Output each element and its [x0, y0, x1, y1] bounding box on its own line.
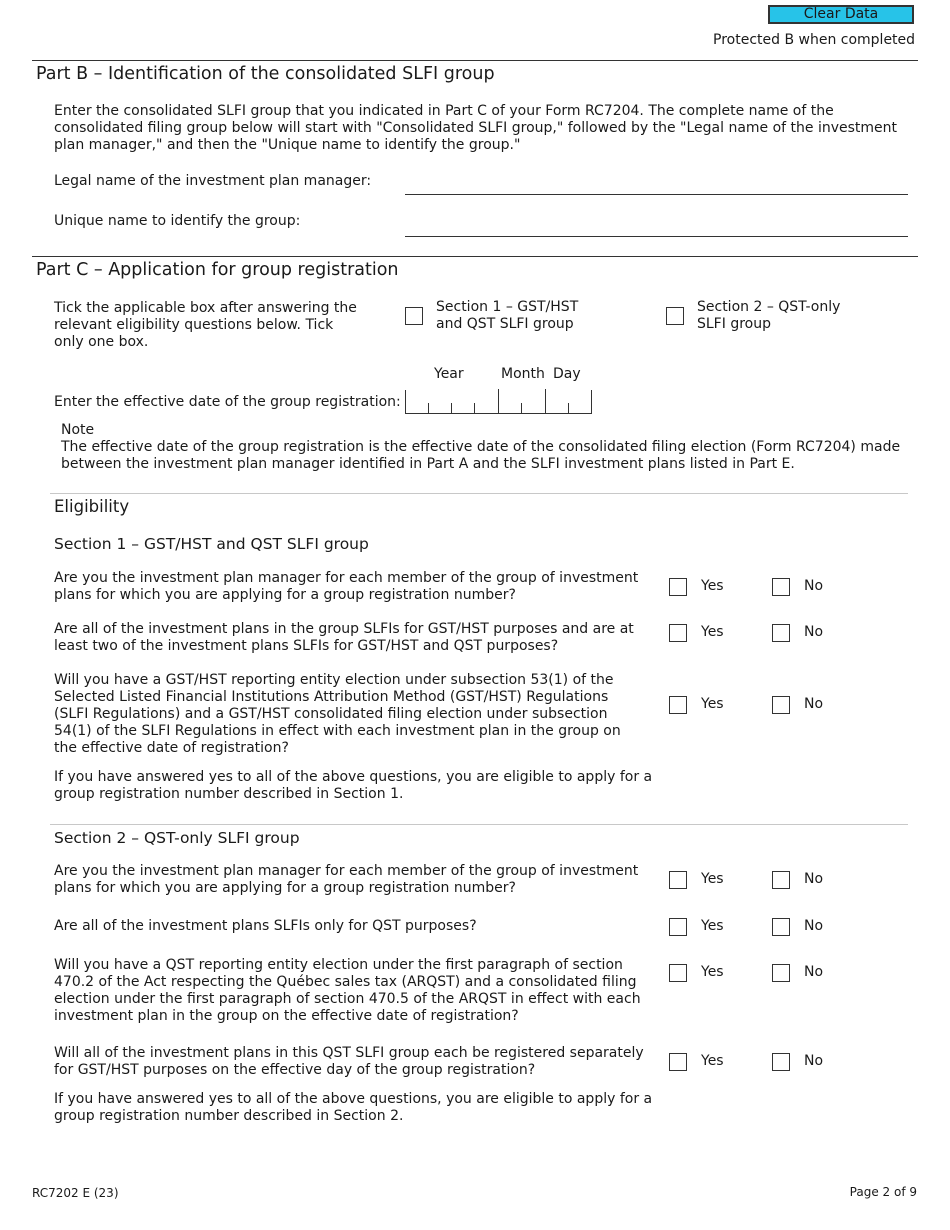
section1-group-checkbox[interactable] [405, 307, 423, 325]
no-label: No [804, 918, 824, 934]
date-year-label: Year [434, 366, 464, 382]
legal-name-underline [405, 194, 908, 195]
s2-question-3: Will you have a QST reporting entity election under the first paragraph of section 470.2 of the Act respecting the Québec sales tax (ARQST) and a consolidated filing election under the first paragraph of section 470.5 of the ARQST in effect with each investment plan in the group on the effective date of registration? [54, 957, 641, 1024]
legal-name-field[interactable] [405, 172, 908, 194]
unique-name-underline [405, 236, 908, 237]
no-label: No [804, 1053, 824, 1069]
section2-option-label: Section 2 – QST-only SLFI group [697, 299, 841, 332]
s1-q1-yes-checkbox[interactable] [669, 578, 687, 596]
yes-label: Yes [701, 578, 724, 594]
tick-instruction: Tick the applicable box after answering the relevant eligibility questions below. Tick only one box. [54, 300, 357, 350]
s1-q2-yes-checkbox[interactable] [669, 624, 687, 642]
form-code: RC7202 E (23) [32, 1186, 119, 1200]
s2-q1-yes-checkbox[interactable] [669, 871, 687, 889]
part-c-title: Part C – Application for group registration [36, 260, 399, 280]
page-number: Page 2 of 9 [849, 1185, 917, 1199]
date-month-label: Month [501, 366, 545, 382]
s1-q1-no-checkbox[interactable] [772, 578, 790, 596]
s2-q2-no-checkbox[interactable] [772, 918, 790, 936]
part-b-intro: Enter the consolidated SLFI group that you indicated in Part C of your Form RC7204. The complete name of the consolidated filing group below will start with "Consolidated SLFI group," followed by the "Legal name of the investment plan manager," and then the "Unique name to identify the group." [54, 103, 898, 153]
eligibility-title: Eligibility [54, 497, 130, 516]
unique-name-field[interactable] [405, 214, 908, 236]
s2-q4-yes-checkbox[interactable] [669, 1053, 687, 1071]
effective-date-label: Enter the effective date of the group registration: [54, 394, 401, 410]
divider [50, 824, 908, 825]
s1-q2-no-checkbox[interactable] [772, 624, 790, 642]
note-title: Note [61, 422, 95, 438]
yes-label: Yes [701, 918, 724, 934]
s2-question-2: Are all of the investment plans SLFIs only for QST purposes? [54, 918, 477, 934]
yes-label: Yes [701, 1053, 724, 1069]
part-b-title: Part B – Identification of the consolidated SLFI group [36, 64, 495, 84]
yes-label: Yes [701, 964, 724, 980]
no-label: No [804, 624, 824, 640]
yes-label: Yes [701, 696, 724, 712]
date-day-label: Day [553, 366, 581, 382]
s2-q1-no-checkbox[interactable] [772, 871, 790, 889]
protected-label: Protected B when completed [713, 32, 916, 48]
s2-question-1: Are you the investment plan manager for each member of the group of investment plans for which you are applying for a group registration number? [54, 863, 639, 896]
effective-date-input[interactable] [405, 390, 592, 414]
s1-question-2: Are all of the investment plans in the group SLFIs for GST/HST purposes and are at least two of the investment plans SLFIs for GST/HST and QST purposes? [54, 621, 634, 654]
section1-option-label: Section 1 – GST/HST and QST SLFI group [436, 299, 579, 332]
yes-label: Yes [701, 624, 724, 640]
no-label: No [804, 871, 824, 887]
s2-q2-yes-checkbox[interactable] [669, 918, 687, 936]
yes-label: Yes [701, 871, 724, 887]
note-text: The effective date of the group registration is the effective date of the consolidated filing election (Form RC7204) made between the investment plan manager identified in Part A and the SLFI investment plans listed in Part E. [61, 439, 901, 472]
s1-q3-yes-checkbox[interactable] [669, 696, 687, 714]
section1-title: Section 1 – GST/HST and QST SLFI group [54, 535, 369, 553]
legal-name-label: Legal name of the investment plan manager: [54, 173, 372, 189]
section2-title: Section 2 – QST-only SLFI group [54, 829, 300, 847]
unique-name-label: Unique name to identify the group: [54, 213, 301, 229]
s2-conclusion: If you have answered yes to all of the above questions, you are eligible to apply for a group registration number described in Section 2. [54, 1091, 653, 1124]
divider [50, 493, 908, 494]
no-label: No [804, 964, 824, 980]
s1-conclusion: If you have answered yes to all of the above questions, you are eligible to apply for a group registration number described in Section 1. [54, 769, 653, 802]
clear-data-button[interactable]: Clear Data [768, 5, 914, 24]
divider [32, 256, 918, 257]
s1-question-1: Are you the investment plan manager for each member of the group of investment plans for which you are applying for a group registration number? [54, 570, 639, 603]
s2-question-4: Will all of the investment plans in this QST SLFI group each be registered separately for GST/HST purposes on the effective day of the group registration? [54, 1045, 644, 1078]
s1-question-3: Will you have a GST/HST reporting entity election under subsection 53(1) of the Selected Listed Financial Institutions Attribution Method (GST/HST) Regulations (SLFI Regulations) and a GST/HST consolidated filing election under subsection 54(1) of the SLFI Regulations in effect with each investment plan in the group on the effective date of registration? [54, 672, 621, 756]
s1-q3-no-checkbox[interactable] [772, 696, 790, 714]
s2-q4-no-checkbox[interactable] [772, 1053, 790, 1071]
s2-q3-no-checkbox[interactable] [772, 964, 790, 982]
s2-q3-yes-checkbox[interactable] [669, 964, 687, 982]
no-label: No [804, 578, 824, 594]
no-label: No [804, 696, 824, 712]
section2-group-checkbox[interactable] [666, 307, 684, 325]
divider [32, 60, 918, 61]
